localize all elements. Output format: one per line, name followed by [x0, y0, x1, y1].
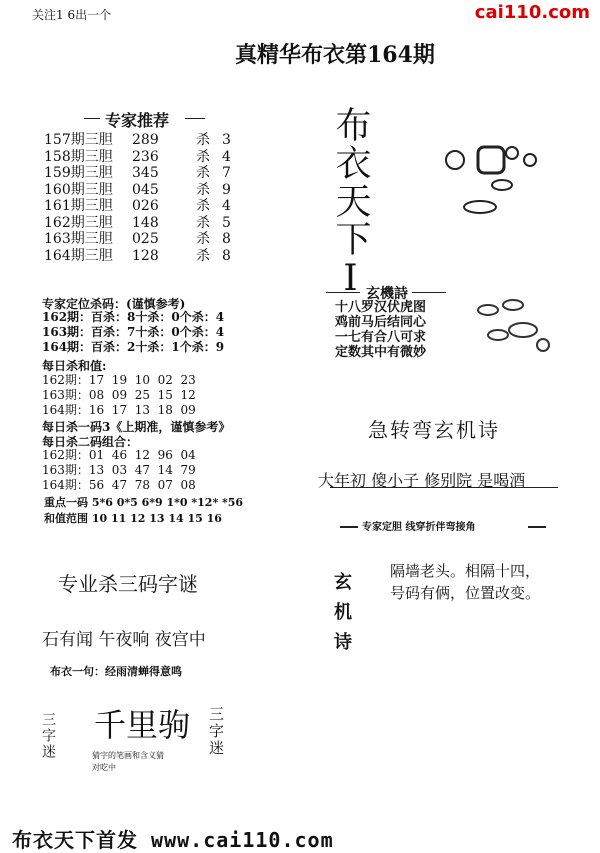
footer-text: 布衣天下首发 www.cai110.com [12, 828, 334, 852]
expert-nums: 345 [132, 165, 159, 181]
sum-row: 164期：16 17 13 18 09 [42, 403, 196, 417]
expert-kill: 7 [222, 165, 231, 181]
riddle-hint-1: 猜字的笔画和含义猜 [92, 751, 164, 760]
site-watermark: cai110.com [474, 2, 590, 23]
expert-row [44, 182, 234, 199]
kill-row: 164期：百杀：2十杀：1个杀：9 [42, 340, 225, 354]
expert-kill-label: 杀 [196, 181, 210, 198]
kill-three-title: 专业杀三码字谜 [58, 572, 198, 596]
expert-kill: 8 [222, 247, 231, 264]
expert-period: 160期三胆 [44, 181, 113, 198]
expert-kill: 5 [222, 214, 231, 231]
expert-row [44, 215, 234, 232]
poem-line: 鸡前马后结同心 [335, 315, 427, 330]
kill-three-line: 石有闻 午夜响 夜宫中 [42, 630, 206, 650]
expert-row [44, 198, 234, 215]
expert-nums: 025 [132, 231, 159, 247]
expert-nums: 236 [132, 148, 159, 165]
kill-section-title: 专家定位杀码：(谨慎参考) [42, 297, 186, 311]
decorative-illustration-icon [440, 135, 560, 225]
two-code-row: 162期：01 46 12 96 04 [42, 448, 196, 462]
kill-row: 163期：百杀：7十杀：0个杀：4 [42, 325, 225, 339]
kill-rows [42, 310, 224, 355]
page-title: 真精华布衣第164期 [235, 42, 435, 68]
two-code-row: 163期：13 03 47 14 79 [42, 463, 196, 477]
expert-kill-label: 杀 [196, 231, 210, 247]
expert-kill: 9 [222, 181, 231, 198]
expert-kill-label: 杀 [196, 132, 210, 148]
expert-kill: 4 [222, 148, 231, 165]
key-one-line: 重点一码 5*6 0*5 6*9 1*0 *12* *56 [44, 496, 244, 509]
expert-period: 159期三胆 [44, 165, 113, 181]
daily-sum-title: 每日杀和值: [42, 359, 107, 373]
expert-kill-label: 杀 [196, 214, 210, 231]
expert-kill: 4 [222, 198, 231, 214]
expert-period: 162期三胆 [44, 214, 113, 231]
jizhuanwan-line: 大年初 傻小子 修别院 是喝酒 [318, 471, 526, 490]
expert-nums: 148 [132, 214, 159, 231]
riddle-hint-2: 对吃中 [92, 763, 116, 772]
title-dash-left [84, 118, 100, 119]
expert-kill-label: 杀 [196, 165, 210, 181]
expert-kill: 3 [222, 132, 231, 148]
expert-row [44, 149, 234, 166]
sum-row: 163期：08 09 25 15 12 [42, 388, 196, 402]
top-left-note: 关注1 6出一个 [32, 8, 112, 22]
expert-row [44, 132, 234, 149]
riddle-left-vertical: 三字迷 [40, 712, 56, 760]
xuanji-dash-right [412, 292, 446, 293]
two-code-rows [42, 448, 196, 493]
two-code-row: 164期：56 47 78 07 08 [42, 478, 196, 492]
expert-period: 157期三胆 [44, 132, 113, 148]
riddle-right-vertical: 三字迷 [207, 706, 225, 757]
jizhuanwan-title: 急转弯玄机诗 [368, 418, 500, 442]
title-dash-right [185, 118, 205, 119]
poem-line: 一七有合八可求 [335, 330, 427, 345]
expert-dash-right [528, 526, 546, 528]
expert-row [44, 231, 234, 248]
expert-row [44, 165, 234, 182]
expert-nums: 026 [132, 198, 159, 214]
poem-line: 定数其中有微妙 [335, 345, 427, 360]
expert-period: 164期三胆 [44, 247, 113, 264]
two-code-title: 每日杀二码组合： [42, 435, 139, 449]
expert-kill-label: 杀 [196, 198, 210, 214]
buyi-tianxia-vertical: 布衣天下I [330, 106, 371, 301]
expert-line: 专家定胆 线穿折伴弯接角 [362, 522, 476, 533]
jizhuanwan-underline [330, 487, 558, 488]
expert-nums: 128 [132, 247, 159, 264]
xuanji-dash-left [326, 292, 360, 293]
xuanji-side-line: 号码有俩，位置改变。 [390, 584, 541, 602]
xuanji-poem-title: 玄機詩 [366, 286, 408, 302]
sum-rows [42, 373, 196, 418]
xuanji-poem-lines [335, 300, 426, 360]
expert-nums: 045 [132, 181, 159, 198]
expert-row [44, 248, 234, 265]
expert-period: 158期三胆 [44, 148, 113, 165]
sum-range-line: 和值范围 10 11 12 13 14 15 16 [44, 512, 222, 525]
expert-recommend-list [44, 132, 234, 264]
expert-dash-left [340, 526, 358, 528]
kill-row: 162期：百杀：8十杀：0个杀：4 [42, 310, 225, 324]
buyi-one-line: 布衣一句：经雨清蝉得意鸣 [50, 665, 182, 678]
xuanji-side-lines [390, 560, 540, 604]
expert-kill: 8 [222, 231, 231, 247]
poem-line: 十八罗汉伏虎图 [335, 300, 427, 315]
decorative-rings-icon [458, 290, 558, 360]
expert-kill-label: 杀 [196, 148, 210, 165]
xuanji-vertical: 玄机诗 [331, 572, 352, 662]
daily-one-title: 每日杀一码3《上期准，谨慎参考》 [42, 420, 231, 434]
sum-row: 162期：17 19 10 02 23 [42, 373, 196, 387]
riddle-big-text: 千里驹 [94, 706, 191, 744]
expert-recommend-title: 专家推荐 [105, 111, 170, 130]
xuanji-side-line: 隔墙老头。相隔十四， [390, 562, 541, 580]
expert-period: 163期三胆 [44, 231, 113, 247]
expert-nums: 289 [132, 132, 159, 148]
expert-kill-label: 杀 [196, 247, 210, 264]
expert-period: 161期三胆 [44, 198, 113, 214]
